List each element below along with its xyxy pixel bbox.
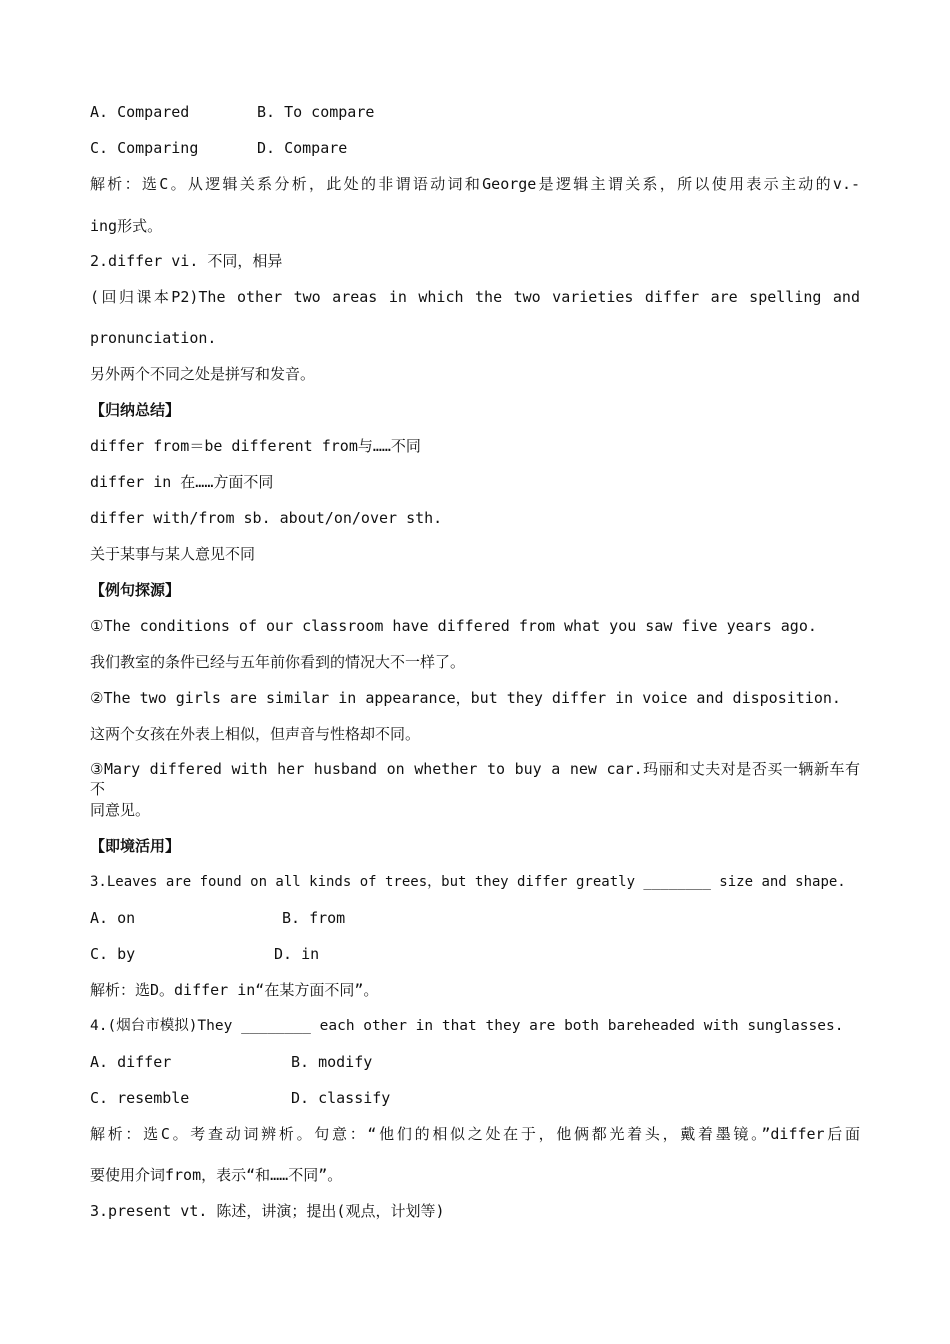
q3-stem: 3.Leaves are found on all kinds of trees，but they differ greatly ________ size and shape.: [90, 874, 846, 890]
example-2-chinese: 这两个女孩在外表上相似，但声音与性格却不同。: [90, 725, 421, 743]
q4-option-a: A. differ: [90, 1053, 172, 1071]
q1-options-row-1: [90, 102, 860, 122]
q3-option-b: B. from: [282, 909, 346, 927]
q1-analysis-line-2: ing形式。: [90, 217, 163, 235]
examples-title: 【例句探源】: [90, 581, 181, 599]
q3-analysis: 解析：选D。differ in“在某方面不同”。: [90, 981, 379, 999]
word2-translation: 另外两个不同之处是拼写和发音。: [90, 365, 316, 383]
summary-item: 关于某事与某人意见不同: [90, 545, 256, 563]
q4-options-row-1: [90, 1052, 860, 1072]
word2-textbook-line-2: pronunciation.: [90, 329, 217, 347]
q1-option-c: C. Comparing: [90, 139, 199, 157]
q3-options-row-2: [90, 944, 860, 964]
word2-textbook-line-1: (回归课本P2)The other two areas in which the two varieties differ are spelling and: [90, 288, 860, 306]
q4-analysis-line-1: 解析：选C。考查动词辨析。句意：“他们的相似之处在于，他俩都光着头，戴着墨镜。”differ后面: [90, 1125, 860, 1143]
q4-options-row-2: [90, 1088, 860, 1108]
word3-heading: 3.present vt. 陈述，讲演；提出(观点，计划等): [90, 1202, 445, 1220]
practice-title: 【即境活用】: [90, 837, 181, 855]
example-3-line-2: 同意见。: [90, 801, 151, 819]
example-1-chinese: 我们教室的条件已经与五年前你看到的情况大不一样了。: [90, 653, 466, 671]
q1-option-b: B. To compare: [257, 103, 375, 121]
summary-item: differ from＝be different from与……不同: [90, 437, 421, 455]
q4-option-d: D. classify: [291, 1089, 391, 1107]
q3-options-row-1: [90, 908, 860, 928]
example-1-english: ①The conditions of our classroom have differed from what you saw five years ago.: [90, 617, 817, 635]
q1-analysis-line-1: 解析：选C。从逻辑关系分析，此处的非谓语动词和George是逻辑主谓关系，所以使用表示主动的v.-: [90, 175, 860, 193]
example-2-english: ②The two girls are similar in appearance，but they differ in voice and disposition.: [90, 689, 841, 707]
word2-heading: 2.differ vi. 不同，相异: [90, 252, 283, 270]
summary-item: differ with/from sb. about/on/over sth.: [90, 509, 443, 527]
q3-option-d: D. in: [274, 945, 320, 963]
q4-analysis-line-2: 要使用介词from，表示“和……不同”。: [90, 1166, 343, 1184]
example-3-line-1: ③Mary differed with her husband on whether to buy a new car.玛丽和丈夫对是否买一辆新车有不: [90, 760, 860, 798]
q1-option-a: A. Compared: [90, 103, 190, 121]
q3-option-a: A. on: [90, 909, 136, 927]
q1-option-d: D. Compare: [257, 139, 348, 157]
q1-options-row-2: [90, 138, 860, 158]
q4-option-b: B. modify: [291, 1053, 373, 1071]
summary-title: 【归纳总结】: [90, 401, 181, 419]
q3-option-c: C. by: [90, 945, 136, 963]
q4-stem: 4.(烟台市模拟)They ________ each other in that they are both bareheaded with sunglasses.: [90, 1018, 844, 1034]
q4-option-c: C. resemble: [90, 1089, 190, 1107]
summary-item: differ in 在……方面不同: [90, 473, 274, 491]
